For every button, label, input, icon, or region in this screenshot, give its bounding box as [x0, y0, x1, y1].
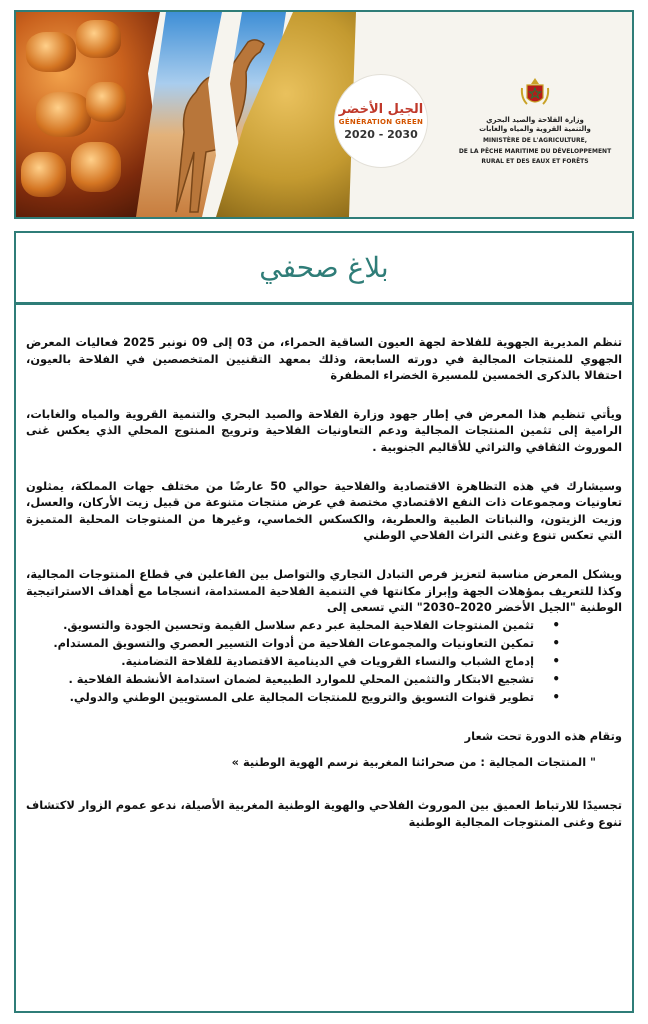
paragraph-objectives: ويشكل المعرض مناسبة لتعزيز فرص التبادل التجاري والتواصل بين الفاعلين في قطاع المنتوجات المجالية، وكذا للتعريف بمؤهلات الجهة وإبراز مكانتها في التنمية الفلاحية المستدامة، انسجاما مع أهداف الاستراتيجية الوطنية "الجيل الأخضر 2020–2030" التي تسعى إلى	[26, 566, 622, 615]
generation-green-english: GÉNÉRATION GREEN	[338, 117, 424, 126]
list-item: • تطوير قنوات التسويق والترويج للمنتجات المجالية على المستويين الوطني والدولي.	[26, 688, 534, 706]
ministry-name-french-1: MINISTÈRE DE L'AGRICULTURE,	[482, 137, 588, 144]
page-title: بلاغ صحفي	[259, 251, 389, 284]
paragraph-slogan-intro: وتقام هذه الدورة تحت شعار	[464, 728, 622, 743]
list-item: • تثمين المنتوجات الفلاحية المحلية عبر دعم سلاسل القيمة وتحسين الجودة والتسويق.	[26, 616, 534, 634]
paragraph-closing: تجسيدًا للارتباط العميق بين الموروث الفلاحي والهوية الوطنية المغربية الأصيلة، ندعو عموم الزوار لاكتشاف تنوع وغنى المنتوجات المجالية الوطنية	[26, 797, 622, 829]
royal-emblem-icon	[518, 76, 552, 110]
paragraph-context: ويأتي تنظيم هذا المعرض في إطار جهود وزارة الفلاحة والصيد البحري والتنمية القروية والمياه والغابات، الرامية إلى تثمين المنتجات المجالية ودعم التعاونيات الفلاحية وترويج المنتوج المحلي الذي يعكس غنى الموروث الثقافي والتراثي للأقاليم الجنوبية .	[26, 406, 622, 454]
ministry-name-french-2: DE LA PÊCHE MARITIME DU DÉVELOPPEMENT	[458, 147, 612, 155]
header-banner	[14, 10, 634, 219]
list-item: • تشجيع الابتكار والتثمين المحلي للموارد الطبيعية لضمان استدامة الأنشطة الفلاحية .	[26, 670, 534, 688]
objectives-list	[26, 616, 622, 706]
generation-green-logo	[334, 74, 428, 168]
paragraph-participants: وسيشارك في هذه التظاهرة الاقتصادية والفلاحية حوالي 50 عارضًا من مختلف جهات المملكة، يمثلون تعاونيات ومجموعات ذات النفع الاقتصادي مختصة في عرض منتجات متنوعة من قبيل زيت الأركان، والعسل، وزيت الزيتون، والنباتات الطبية والعطرية، والكسكس الخماسي، وغيرها من المنتوجات المحلية المتميزة التي تعكس تنوع وغنى التراث الفلاحي الوطني	[26, 478, 622, 543]
list-item: • إدماج الشباب والنساء القرويات في الدينامية الاقتصادية للفلاحة التضامنية.	[26, 652, 534, 670]
paragraph-intro: تنظم المديرية الجهوية للفلاحة لجهة العيون الساقية الحمراء، من 03 إلى 09 نونبر 2025 فعاليات المعرض الجهوي للمنتجات المجالية في دورته السابعة، وذلك بمعهد التقنيين المتخصصين في الفلاحة بالعيون، احتفالا بالذكرى الخمسين للمسيرة الخضراء المظفرة	[26, 335, 622, 383]
ministry-name-arabic-2: والتنمية القروية والمياه والغابات	[479, 125, 591, 133]
generation-green-arabic: الجيل الأخضر	[338, 101, 424, 117]
slogan: " المنتجات المجالية : من صحرائنا المغربية نرسم الهوية الوطنية »	[231, 755, 596, 770]
title-box	[14, 231, 634, 304]
ministry-name-french-3: RURAL ET DES EAUX ET FORÊTS	[481, 158, 589, 165]
list-item: • تمكين التعاونيات والمجموعات الفلاحية من أدوات التسيير العصري والتسويق المستدام.	[26, 634, 534, 652]
generation-green-years: 2020 - 2030	[344, 127, 418, 141]
press-release-content	[26, 334, 622, 852]
ministry-logo	[440, 76, 630, 166]
ministry-name-arabic-1: وزارة الفلاحة والصيد البحري	[486, 116, 584, 124]
